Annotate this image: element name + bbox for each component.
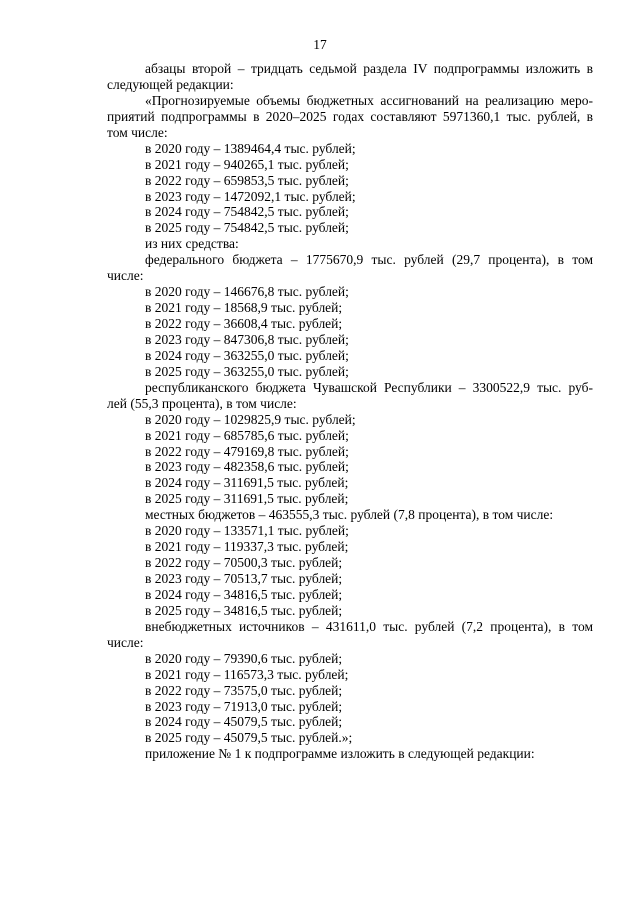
text-line: в 2024 году – 45079,5 тыс. рублей;	[145, 714, 343, 730]
text-line: в 2021 году – 18568,9 тыс. рублей;	[145, 300, 343, 316]
text-line: в 2023 году – 70513,7 тыс. рублей;	[145, 571, 343, 586]
text-line: том числе:	[107, 124, 168, 140]
text-line: числе:	[107, 634, 144, 650]
text-line: в 2024 году – 34816,5 тыс. рублей;	[145, 586, 343, 602]
text-line: из них средства:	[145, 236, 239, 252]
text-line: числе:	[107, 268, 144, 284]
text-line: в 2021 году – 116573,3 тыс. рублей;	[145, 666, 349, 682]
text-line: в 2020 году – 1389464,4 тыс. рублей;	[145, 140, 356, 156]
text-line: в 2020 году – 146676,8 тыс. рублей;	[145, 284, 349, 300]
text-line: в 2025 году – 754842,5 тыс. рублей;	[145, 220, 349, 236]
text-line: в 2022 году – 70500,3 тыс. рублей;	[145, 555, 343, 571]
text-line: в 2024 году – 363255,0 тыс. рублей;	[145, 347, 349, 363]
text-line: в 2023 году – 482358,6 тыс. рублей;	[145, 459, 349, 475]
text-line: в 2024 году – 754842,5 тыс. рублей;	[145, 204, 349, 220]
text-line: абзацы второй – тридцать седьмой раздела IV подпрограммы изложить в	[145, 61, 593, 76]
text-line: «Прогнозируемые объемы бюджетных ассигнований на реализацию меро-	[145, 92, 593, 108]
text-line: местных бюджетов – 463555,3 тыс. рублей (7,8 процента), в том числе:	[145, 507, 554, 523]
text-line: в 2025 году – 34816,5 тыс. рублей;	[145, 602, 343, 618]
text-line: в 2025 году – 45079,5 тыс. рублей.»;	[145, 730, 353, 746]
document-body	[107, 61, 593, 762]
text-line: республиканского бюджета Чувашской Республики – 3300522,9 тыс. руб-	[145, 379, 593, 395]
text-line: в 2020 году – 133571,1 тыс. рублей;	[145, 523, 349, 539]
text-line: в 2023 году – 71913,0 тыс. рублей;	[145, 698, 343, 714]
text-line: в 2022 году – 36608,4 тыс. рублей;	[145, 316, 343, 331]
text-line: в 2021 году – 685785,6 тыс. рублей;	[145, 427, 349, 443]
text-line: в 2024 году – 311691,5 тыс. рублей;	[145, 475, 349, 491]
text-line: внебюджетных источников – 431611,0 тыс. рублей (7,2 процента), в том	[145, 618, 593, 634]
text-line: федерального бюджета – 1775670,9 тыс. рублей (29,7 процента), в том	[145, 252, 593, 268]
text-line: приложение № 1 к подпрограмме изложить в следующей редакции:	[145, 746, 535, 762]
text-line: в 2022 году – 73575,0 тыс. рублей;	[145, 682, 343, 698]
page-number: 17	[313, 37, 327, 52]
text-line: в 2022 году – 479169,8 тыс. рублей;	[145, 443, 349, 459]
text-line: в 2025 году – 363255,0 тыс. рублей;	[145, 363, 349, 379]
text-line: приятий подпрограммы в 2020–2025 годах составляют 5971360,1 тыс. рублей, в	[107, 108, 593, 124]
text-line: в 2021 году – 119337,3 тыс. рублей;	[145, 539, 349, 555]
text-line: в 2021 году – 940265,1 тыс. рублей;	[145, 156, 349, 172]
text-line: в 2022 году – 659853,5 тыс. рублей;	[145, 172, 349, 188]
text-line: в 2020 году – 1029825,9 тыс. рублей;	[145, 411, 356, 427]
text-line: в 2020 году – 79390,6 тыс. рублей;	[145, 650, 343, 666]
text-line: в 2023 году – 847306,8 тыс. рублей;	[145, 331, 349, 347]
text-line: в 2025 году – 311691,5 тыс. рублей;	[145, 491, 349, 507]
text-line: в 2023 году – 1472092,1 тыс. рублей;	[145, 188, 356, 204]
text-line: лей (55,3 процента), в том числе:	[107, 395, 297, 411]
text-line: следующей редакции:	[107, 76, 234, 92]
